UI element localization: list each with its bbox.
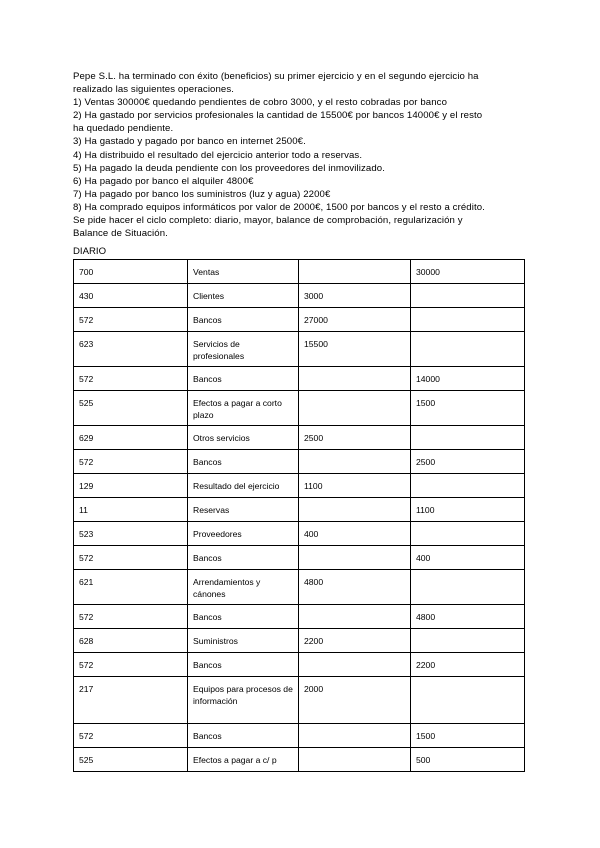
credit-amount: 1500: [411, 724, 525, 748]
account-code: 525: [74, 391, 188, 426]
statement-line: 6) Ha pagado por banco el alquiler 4800€: [73, 175, 254, 187]
account-name: Proveedores: [188, 522, 299, 546]
table-row: [74, 391, 525, 426]
table-row: [74, 474, 525, 498]
debit-amount: 4800: [299, 570, 411, 605]
credit-amount: 14000: [411, 367, 525, 391]
account-code: 700: [74, 260, 188, 284]
account-code: 623: [74, 332, 188, 367]
account-name: Servicios de profesionales: [188, 332, 299, 367]
diario-heading: DIARIO: [73, 246, 107, 257]
account-name: Bancos: [188, 450, 299, 474]
credit-amount: [411, 522, 525, 546]
credit-amount: [411, 426, 525, 450]
credit-amount: [411, 629, 525, 653]
credit-amount: 1100: [411, 498, 525, 522]
statement-line: 7) Ha pagado por banco los suministros (luz y agua) 2200€: [73, 188, 331, 200]
account-code: 621: [74, 570, 188, 605]
account-name: Efectos a pagar a c/ p: [188, 748, 299, 772]
credit-amount: 2500: [411, 450, 525, 474]
debit-amount: 1100: [299, 474, 411, 498]
debit-amount: [299, 546, 411, 570]
exercise-statement: [73, 70, 543, 240]
table-row: [74, 605, 525, 629]
table-row: [74, 546, 525, 570]
debit-amount: [299, 391, 411, 426]
account-code: 572: [74, 367, 188, 391]
debit-amount: 2500: [299, 426, 411, 450]
credit-amount: 2200: [411, 653, 525, 677]
account-code: 629: [74, 426, 188, 450]
account-code: 217: [74, 677, 188, 724]
debit-amount: [299, 748, 411, 772]
account-code: 572: [74, 605, 188, 629]
debit-amount: [299, 605, 411, 629]
account-code: 572: [74, 308, 188, 332]
account-name: Bancos: [188, 308, 299, 332]
account-name: Ventas: [188, 260, 299, 284]
statement-line: Se pide hacer el ciclo completo: diario, mayor, balance de comprobación, regularización y: [73, 215, 463, 227]
table-row: [74, 367, 525, 391]
debit-amount: [299, 367, 411, 391]
debit-amount: 15500: [299, 332, 411, 367]
table-row: [74, 498, 525, 522]
credit-amount: [411, 474, 525, 498]
table-row: [74, 629, 525, 653]
account-code: 129: [74, 474, 188, 498]
debit-amount: [299, 724, 411, 748]
debit-amount: [299, 498, 411, 522]
table-row: [74, 522, 525, 546]
account-name: Bancos: [188, 367, 299, 391]
credit-amount: 1500: [411, 391, 525, 426]
statement-line: 3) Ha gastado y pagado por banco en internet 2500€.: [73, 136, 306, 148]
debit-amount: 400: [299, 522, 411, 546]
debit-amount: [299, 450, 411, 474]
table-row: [74, 450, 525, 474]
table-row: [74, 284, 525, 308]
debit-amount: 2000: [299, 677, 411, 724]
credit-amount: 4800: [411, 605, 525, 629]
statement-line: 5) Ha pagado la deuda pendiente con los proveedores del inmovilizado.: [73, 162, 385, 174]
account-code: 523: [74, 522, 188, 546]
statement-line: 4) Ha distribuido el resultado del ejercicio anterior todo a reservas.: [73, 149, 363, 161]
table-row: [74, 260, 525, 284]
account-name: Bancos: [188, 546, 299, 570]
account-code: 572: [74, 653, 188, 677]
debit-amount: [299, 260, 411, 284]
account-code: 525: [74, 748, 188, 772]
account-name: Reservas: [188, 498, 299, 522]
account-code: 11: [74, 498, 188, 522]
credit-amount: [411, 308, 525, 332]
debit-amount: [299, 653, 411, 677]
credit-amount: 400: [411, 546, 525, 570]
table-row: [74, 426, 525, 450]
account-name: Equipos para procesos de información: [188, 677, 299, 724]
account-code: 628: [74, 629, 188, 653]
credit-amount: [411, 332, 525, 367]
account-code: 572: [74, 546, 188, 570]
statement-line: 8) Ha comprado equipos informáticos por valor de 2000€, 1500 por bancos y el resto a crédito.: [73, 201, 485, 213]
account-name: Suministros: [188, 629, 299, 653]
table-row: [74, 748, 525, 772]
account-name: Clientes: [188, 284, 299, 308]
table-row: [74, 724, 525, 748]
statement-line: realizado las siguientes operaciones.: [73, 84, 235, 96]
account-code: 572: [74, 450, 188, 474]
statement-line: Balance de Situación.: [73, 228, 168, 240]
debit-amount: 3000: [299, 284, 411, 308]
credit-amount: 500: [411, 748, 525, 772]
account-name: Efectos a pagar a corto plazo: [188, 391, 299, 426]
statement-line: 1) Ventas 30000€ quedando pendientes de cobro 3000, y el resto cobradas por banco: [73, 97, 448, 109]
table-row: [74, 677, 525, 724]
diario-table: [73, 259, 525, 772]
statement-line: 2) Ha gastado por servicios profesionales la cantidad de 15500€ por bancos 14000€ y el resto: [73, 110, 483, 122]
account-name: Bancos: [188, 605, 299, 629]
account-code: 572: [74, 724, 188, 748]
table-row: [74, 570, 525, 605]
table-row: [74, 653, 525, 677]
account-name: Bancos: [188, 724, 299, 748]
account-name: Resultado del ejercicio: [188, 474, 299, 498]
credit-amount: [411, 570, 525, 605]
credit-amount: [411, 677, 525, 724]
statement-line: Pepe S.L. ha terminado con éxito (beneficios) su primer ejercicio y en el segundo ejercicio ha: [73, 71, 479, 82]
statement-line: ha quedado pendiente.: [73, 123, 174, 135]
table-row: [74, 308, 525, 332]
account-code: 430: [74, 284, 188, 308]
account-name: Arrendamientos y cánones: [188, 570, 299, 605]
credit-amount: 30000: [411, 260, 525, 284]
account-name: Bancos: [188, 653, 299, 677]
debit-amount: 27000: [299, 308, 411, 332]
account-name: Otros servicios: [188, 426, 299, 450]
table-row: [74, 332, 525, 367]
debit-amount: 2200: [299, 629, 411, 653]
credit-amount: [411, 284, 525, 308]
